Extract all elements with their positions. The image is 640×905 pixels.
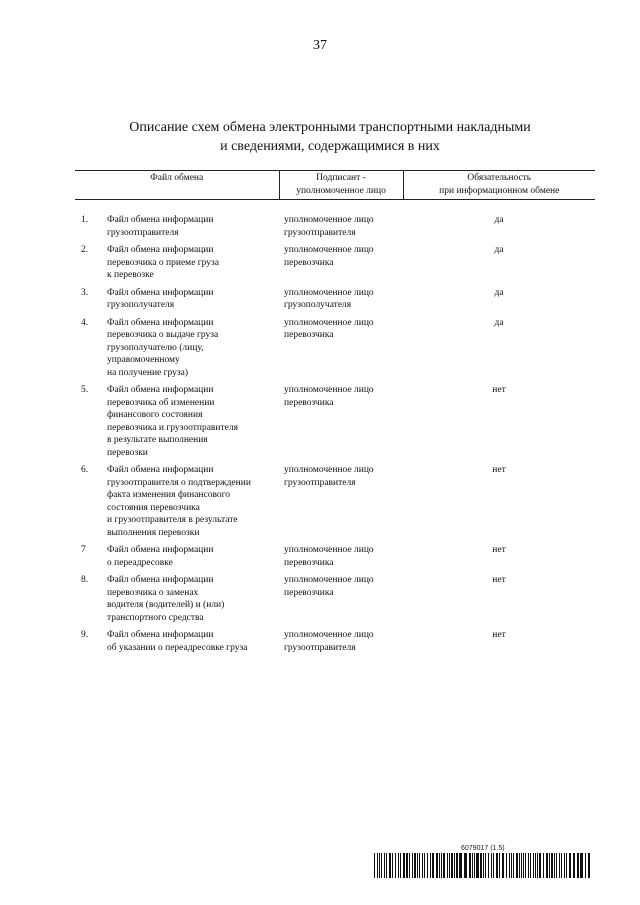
row-file-description — [101, 629, 279, 659]
table-row — [75, 214, 595, 244]
file-description-line: о переадресовке — [107, 557, 173, 568]
signer-line: уполномоченное лицо — [284, 215, 374, 225]
file-description-line: водителя (водителей) и (или) — [107, 600, 225, 610]
document-title-line-2: и сведениями, содержащимися в них — [220, 139, 440, 154]
row-number: 4. — [81, 317, 89, 328]
file-description-line: и грузоотправителя в результате — [107, 515, 238, 525]
file-description-line: Файл обмена информации — [107, 630, 214, 640]
signer-line: грузополучателя — [284, 300, 352, 310]
table-row — [75, 287, 595, 317]
row-required: да — [494, 245, 504, 255]
barcode-label: 6079017 (1.5) — [461, 845, 505, 852]
row-file-description — [101, 244, 279, 287]
row-signer — [279, 287, 403, 317]
file-description-line: грузополучателю (лицу, — [107, 342, 204, 353]
file-description-line: к перевозке — [107, 270, 154, 280]
document-title — [60, 118, 600, 156]
exchange-schemes-table — [75, 170, 595, 659]
table-row — [75, 317, 595, 385]
table-row — [75, 544, 595, 574]
file-description-line: перевозки — [107, 447, 148, 458]
signer-line: грузоотправителя — [284, 642, 356, 653]
row-required: нет — [492, 575, 506, 585]
table-row — [75, 384, 595, 464]
row-file-description — [101, 574, 279, 629]
file-description-line: Файл обмена информации — [107, 317, 214, 328]
signer-line: грузоотправителя — [284, 477, 356, 488]
file-description-line: Файл обмена информации — [107, 215, 214, 225]
file-description-line: перевозчика и грузоотправителя — [107, 422, 238, 433]
signer-line: уполномоченное лицо — [284, 545, 374, 555]
file-description-line: выполнения перевозки — [107, 527, 200, 538]
row-required: нет — [492, 630, 506, 640]
file-description-line: перевозчика о приеме груза — [107, 257, 220, 268]
file-description-line: грузоотправителя — [107, 227, 179, 238]
signer-line: уполномоченное лицо — [284, 287, 374, 298]
file-description-line: Файл обмена информации — [107, 575, 214, 585]
table-row — [75, 464, 595, 544]
row-required: да — [494, 317, 504, 328]
table-row — [75, 629, 595, 659]
file-description-line: перевозчика об изменении — [107, 397, 215, 408]
row-signer — [279, 464, 403, 544]
row-number: 1. — [81, 215, 89, 225]
row-required: да — [494, 215, 504, 225]
header-signer-line-1: Подписант - — [316, 173, 366, 183]
table-row — [75, 244, 595, 287]
file-description-line: финансового состояния — [107, 410, 203, 420]
header-signer-line-2: уполномоченное лицо — [296, 185, 386, 196]
row-number: 5. — [81, 385, 89, 395]
file-description-line: Файл обмена информации — [107, 545, 214, 555]
row-signer — [279, 629, 403, 659]
file-description-line: Файл обмена информации — [107, 287, 214, 298]
file-description-line: об указании о переадресовке груза — [107, 642, 248, 653]
row-signer — [279, 214, 403, 244]
row-number: 2. — [81, 245, 89, 255]
header-required-line-2: при информационном обмене — [439, 185, 560, 196]
signer-line: уполномоченное лицо — [284, 385, 374, 395]
signer-line: перевозчика — [284, 557, 334, 568]
file-description-line: Файл обмена информации — [107, 245, 214, 255]
signer-line: уполномоченное лицо — [284, 630, 374, 640]
table-spacer — [75, 200, 595, 215]
row-number: 6. — [81, 465, 89, 475]
signer-line: перевозчика — [284, 257, 334, 268]
signer-line: уполномоченное лицо — [284, 575, 374, 585]
header-file — [75, 171, 279, 200]
table-body — [75, 200, 595, 660]
row-file-description — [101, 544, 279, 574]
table-header — [75, 171, 595, 200]
signer-line: уполномоченное лицо — [284, 317, 374, 328]
row-required: нет — [492, 385, 506, 395]
row-file-description — [101, 214, 279, 244]
file-description-line: Файл обмена информации — [107, 465, 214, 475]
file-description-line: на получение груза) — [107, 367, 189, 378]
header-signer — [279, 171, 403, 200]
document-title-line-1: Описание схем обмена электронными транспортными накладными — [129, 120, 531, 135]
signer-line: перевозчика — [284, 330, 334, 340]
file-description-line: перевозчика о выдаче груза — [107, 330, 219, 340]
file-description-line: Файл обмена информации — [107, 385, 214, 395]
file-description-line: грузополучателя — [107, 300, 175, 310]
signer-line: грузоотправителя — [284, 227, 356, 238]
row-number: 8. — [81, 575, 89, 585]
header-required-line-1: Обязательность — [467, 173, 532, 183]
row-signer — [279, 574, 403, 629]
file-description-line: перевозчика о заменах — [107, 587, 199, 598]
exchange-schemes-table-container — [75, 170, 595, 659]
signer-line: уполномоченное лицо — [284, 245, 374, 255]
table-row — [75, 574, 595, 629]
barcode-image — [374, 853, 590, 878]
page-number: 37 — [313, 38, 327, 53]
file-description-line: транспортного средства — [107, 612, 204, 623]
signer-line: перевозчика — [284, 397, 334, 408]
row-number: 9. — [81, 630, 89, 640]
header-required — [403, 171, 595, 200]
row-file-description — [101, 317, 279, 385]
file-description-line: факта изменения финансового — [107, 490, 231, 500]
header-file-line-1: Файл обмена — [150, 173, 204, 183]
row-required: да — [494, 287, 504, 298]
file-description-line: грузоотправителя о подтверждении — [107, 477, 251, 488]
signer-line: перевозчика — [284, 587, 334, 598]
row-required: нет — [492, 465, 506, 475]
row-file-description — [101, 384, 279, 464]
row-signer — [279, 544, 403, 574]
row-number: 7 — [81, 545, 86, 555]
row-signer — [279, 384, 403, 464]
row-number: 3. — [81, 287, 89, 298]
file-description-line: в результате выполнения — [107, 435, 208, 445]
file-description-line: состояния перевозчика — [107, 502, 200, 513]
row-signer — [279, 244, 403, 287]
signer-line: уполномоченное лицо — [284, 465, 374, 475]
row-file-description — [101, 287, 279, 317]
file-description-line: управомоченному — [107, 355, 180, 365]
row-signer — [279, 317, 403, 385]
row-file-description — [101, 464, 279, 544]
row-required: нет — [492, 545, 506, 555]
